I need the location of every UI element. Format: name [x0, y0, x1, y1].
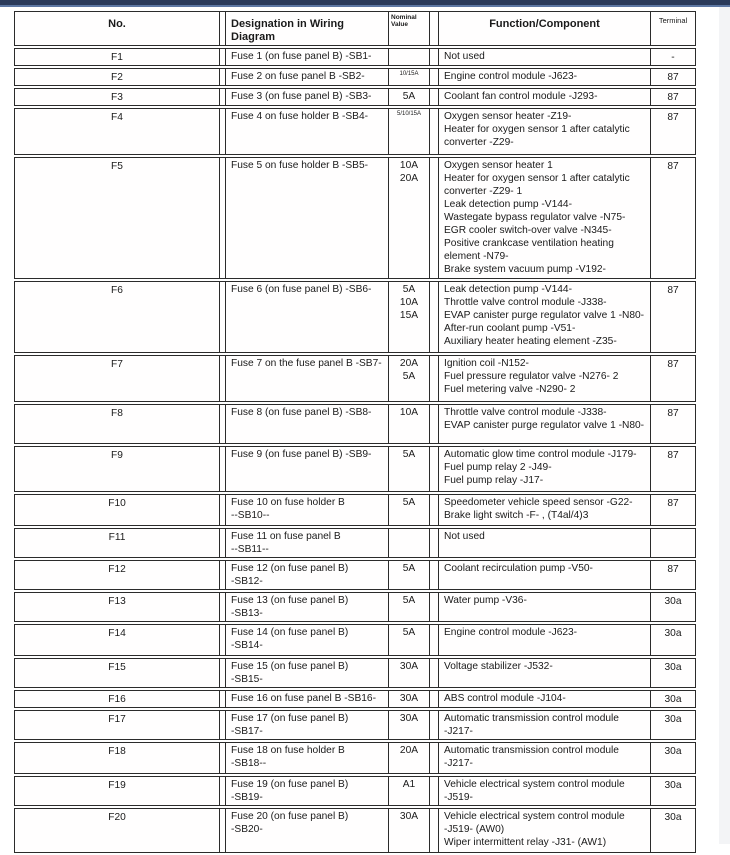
function-line: Throttle valve control module -J338- — [444, 297, 607, 308]
cell-designation — [225, 528, 388, 558]
cell-terminal: 87 — [650, 88, 696, 106]
function-line: -J519- — [444, 792, 473, 803]
function-line: Heater for oxygen sensor 1 after catalytic — [444, 173, 630, 184]
function-line: Coolant recirculation pump -V50- — [444, 563, 593, 574]
function-line: EGR cooler switch-over valve -N345- — [444, 225, 612, 236]
cell-terminal — [650, 528, 696, 558]
column-gap — [429, 108, 438, 155]
table-header-row — [14, 11, 696, 46]
cell-function-component — [438, 658, 650, 688]
cell-designation — [225, 68, 388, 86]
cell-fuse-number: F20 — [14, 808, 219, 853]
nominal-value-line: 5A — [402, 91, 416, 102]
cell-nominal-value — [388, 592, 429, 622]
cell-fuse-number: F12 — [14, 560, 219, 590]
table-row — [14, 355, 696, 402]
cell-terminal: 30a — [650, 808, 696, 853]
nominal-value-line: 10/15A — [399, 71, 419, 77]
cell-function-component — [438, 68, 650, 86]
nominal-value-line: 30A — [399, 661, 419, 672]
cell-nominal-value — [388, 281, 429, 353]
function-line: Heater for oxygen sensor 1 after catalytic — [444, 124, 630, 135]
cell-function-component — [438, 48, 650, 66]
column-header-designation: Designation in Wiring Diagram — [225, 11, 388, 46]
function-line: Oxygen sensor heater 1 — [444, 160, 553, 171]
table-row — [14, 624, 696, 656]
nominal-value-line: 5A — [402, 371, 416, 382]
column-gap — [429, 528, 438, 558]
column-gap — [429, 710, 438, 740]
function-line: Fuel pump relay 2 -J49- — [444, 462, 552, 473]
cell-designation — [225, 446, 388, 492]
cell-function-component — [438, 710, 650, 740]
designation-line: Fuse 7 on the fuse panel B -SB7- — [231, 358, 382, 369]
function-line: Fuel pump relay -J17- — [444, 475, 544, 486]
cell-fuse-number: F16 — [14, 690, 219, 708]
nominal-value-line: 5A — [402, 284, 416, 295]
cell-designation — [225, 658, 388, 688]
function-line: Not used — [444, 531, 485, 542]
table-row — [14, 68, 696, 86]
cell-function-component — [438, 404, 650, 444]
cell-designation — [225, 157, 388, 279]
function-line: Engine control module -J623- — [444, 71, 578, 82]
designation-line: -SB18-- — [231, 758, 267, 769]
cell-designation — [225, 742, 388, 774]
function-line: Oxygen sensor heater -Z19- — [444, 111, 572, 122]
cell-terminal: 87 — [650, 494, 696, 526]
designation-line: Fuse 14 (on fuse panel B) — [231, 627, 349, 638]
table-row — [14, 48, 696, 66]
column-gap — [429, 808, 438, 853]
cell-function-component — [438, 592, 650, 622]
function-line: Fuel metering valve -N290- 2 — [444, 384, 576, 395]
cell-nominal-value — [388, 776, 429, 806]
table-row — [14, 281, 696, 353]
cell-terminal: 30a — [650, 592, 696, 622]
nominal-value-line: 20A — [399, 745, 419, 756]
table-row — [14, 494, 696, 526]
designation-line: Fuse 19 (on fuse panel B) — [231, 779, 349, 790]
function-line: -J217- — [444, 726, 473, 737]
column-gap — [429, 776, 438, 806]
cell-designation — [225, 560, 388, 590]
table-row — [14, 658, 696, 688]
table-row — [14, 528, 696, 558]
cell-function-component — [438, 742, 650, 774]
cell-fuse-number: F9 — [14, 446, 219, 492]
designation-line: Fuse 4 on fuse holder B -SB4- — [231, 111, 369, 122]
cell-nominal-value — [388, 48, 429, 66]
cell-function-component — [438, 528, 650, 558]
cell-nominal-value — [388, 742, 429, 774]
designation-line: Fuse 11 on fuse panel B — [231, 531, 341, 542]
designation-line: Fuse 9 (on fuse panel B) -SB9- — [231, 449, 372, 460]
cell-terminal: 87 — [650, 68, 696, 86]
designation-line: Fuse 8 (on fuse panel B) -SB8- — [231, 407, 372, 418]
table-row — [14, 560, 696, 590]
cell-function-component — [438, 494, 650, 526]
designation-line: Fuse 6 (on fuse panel B) -SB6- — [231, 284, 372, 295]
function-line: Not used — [444, 51, 485, 62]
cell-terminal: 87 — [650, 281, 696, 353]
function-line: Leak detection pump -V144- — [444, 284, 572, 295]
cell-designation — [225, 281, 388, 353]
table-row — [14, 404, 696, 444]
column-header-nominal — [388, 11, 429, 46]
cell-fuse-number: F19 — [14, 776, 219, 806]
designation-line: Fuse 1 (on fuse panel B) -SB1- — [231, 51, 372, 62]
designation-line: Fuse 17 (on fuse panel B) — [231, 713, 349, 724]
page-scan-edge — [719, 7, 730, 844]
cell-fuse-number: F11 — [14, 528, 219, 558]
cell-nominal-value — [388, 710, 429, 740]
designation-line: Fuse 10 on fuse holder B — [231, 497, 345, 508]
function-line: Ignition coil -N152- — [444, 358, 529, 369]
column-gap — [429, 281, 438, 353]
function-line: Engine control module -J623- — [444, 627, 578, 638]
nominal-value-line: 30A — [399, 811, 419, 822]
function-line: Brake system vacuum pump -V192- — [444, 264, 606, 275]
cell-function-component — [438, 108, 650, 155]
table-row — [14, 88, 696, 106]
function-line: Automatic transmission control module — [444, 713, 619, 724]
designation-line: -SB15- — [231, 674, 263, 685]
table-row — [14, 446, 696, 492]
designation-line: -SB17- — [231, 726, 263, 737]
column-header-terminal: Terminal — [650, 11, 696, 46]
nominal-value-line: A1 — [402, 779, 416, 790]
column-header-function: Function/Component — [438, 11, 650, 46]
cell-nominal-value — [388, 808, 429, 853]
nominal-value-line: 5A — [402, 449, 416, 460]
function-line: ABS control module -J104- — [444, 693, 566, 704]
cell-fuse-number: F4 — [14, 108, 219, 155]
nominal-header-line: Nominal — [391, 14, 417, 21]
cell-designation — [225, 108, 388, 155]
table-row — [14, 157, 696, 279]
designation-line: Fuse 16 on fuse panel B -SB16- — [231, 693, 376, 704]
cell-terminal: 87 — [650, 404, 696, 444]
nominal-value-line: 5/10/15A — [396, 111, 422, 117]
column-gap — [429, 658, 438, 688]
function-line: Voltage stabilizer -J532- — [444, 661, 553, 672]
cell-fuse-number: F2 — [14, 68, 219, 86]
cell-fuse-number: F17 — [14, 710, 219, 740]
cell-terminal: 87 — [650, 446, 696, 492]
cell-fuse-number: F3 — [14, 88, 219, 106]
designation-line: Fuse 3 (on fuse panel B) -SB3- — [231, 91, 372, 102]
function-line: Automatic glow time control module -J179- — [444, 449, 637, 460]
cell-fuse-number: F15 — [14, 658, 219, 688]
function-line: -J519- (AW0) — [444, 824, 505, 835]
nominal-value-line: 20A — [399, 173, 419, 184]
table-row — [14, 742, 696, 774]
cell-function-component — [438, 446, 650, 492]
nominal-header-line: Value — [391, 21, 408, 28]
cell-fuse-number: F18 — [14, 742, 219, 774]
cell-terminal: 30a — [650, 710, 696, 740]
cell-nominal-value — [388, 355, 429, 402]
function-line: Coolant fan control module -J293- — [444, 91, 598, 102]
nominal-value-line: 30A — [399, 713, 419, 724]
function-line: Speedometer vehicle speed sensor -G22- — [444, 497, 633, 508]
designation-line: --SB10-- — [231, 510, 270, 521]
cell-designation — [225, 690, 388, 708]
column-gap — [429, 690, 438, 708]
function-line: Vehicle electrical system control module — [444, 779, 625, 790]
function-line: Vehicle electrical system control module — [444, 811, 625, 822]
function-line: -J217- — [444, 758, 473, 769]
cell-fuse-number: F5 — [14, 157, 219, 279]
function-line: converter -Z29- 1 — [444, 186, 523, 197]
cell-nominal-value — [388, 108, 429, 155]
cell-terminal: 87 — [650, 560, 696, 590]
designation-line: Fuse 20 (on fuse panel B) — [231, 811, 349, 822]
cell-designation — [225, 494, 388, 526]
nominal-value-line: 5A — [402, 497, 416, 508]
cell-fuse-number: F1 — [14, 48, 219, 66]
cell-nominal-value — [388, 560, 429, 590]
designation-line: Fuse 5 on fuse holder B -SB5- — [231, 160, 369, 171]
cell-fuse-number: F6 — [14, 281, 219, 353]
cell-function-component — [438, 808, 650, 853]
function-line: Throttle valve control module -J338- — [444, 407, 607, 418]
table-row — [14, 592, 696, 622]
nominal-value-line: 5A — [402, 563, 416, 574]
designation-line: -SB12- — [231, 576, 263, 587]
function-line: element -N79- — [444, 251, 509, 262]
nominal-value-line: 10A — [399, 160, 419, 171]
cell-nominal-value — [388, 88, 429, 106]
designation-line: Fuse 18 on fuse holder B — [231, 745, 345, 756]
table-row — [14, 808, 696, 853]
designation-line: Fuse 15 (on fuse panel B) — [231, 661, 349, 672]
designation-line: --SB11-- — [231, 544, 269, 555]
designation-line: -SB19- — [231, 792, 263, 803]
nominal-value-line: 30A — [399, 693, 419, 704]
table-row — [14, 710, 696, 740]
cell-fuse-number: F13 — [14, 592, 219, 622]
cell-function-component — [438, 157, 650, 279]
column-gap — [429, 592, 438, 622]
function-line: Auxiliary heater heating element -Z35- — [444, 336, 617, 347]
function-line: EVAP canister purge regulator valve 1 -N80- — [444, 310, 645, 321]
cell-terminal: 87 — [650, 157, 696, 279]
designation-line: -SB20- — [231, 824, 263, 835]
cell-nominal-value — [388, 157, 429, 279]
cell-terminal: 30a — [650, 742, 696, 774]
cell-terminal: 30a — [650, 776, 696, 806]
cell-function-component — [438, 776, 650, 806]
function-line: After-run coolant pump -V51- — [444, 323, 576, 334]
fuse-table-body — [14, 11, 696, 853]
cell-nominal-value — [388, 528, 429, 558]
column-gap — [429, 404, 438, 444]
cell-nominal-value — [388, 404, 429, 444]
cell-nominal-value — [388, 446, 429, 492]
column-gap — [429, 48, 438, 66]
cell-nominal-value — [388, 658, 429, 688]
designation-line: -SB13- — [231, 608, 263, 619]
nominal-value-line: 5A — [402, 595, 416, 606]
function-line: Leak detection pump -V144- — [444, 199, 572, 210]
cell-function-component — [438, 560, 650, 590]
column-gap — [429, 355, 438, 402]
cell-terminal: - — [650, 48, 696, 66]
cell-nominal-value — [388, 494, 429, 526]
function-line: Automatic transmission control module — [444, 745, 619, 756]
table-row — [14, 776, 696, 806]
cell-function-component — [438, 355, 650, 402]
nominal-value-line: 20A — [399, 358, 419, 369]
function-line: Water pump -V36- — [444, 595, 527, 606]
cell-fuse-number: F7 — [14, 355, 219, 402]
cell-terminal: 87 — [650, 108, 696, 155]
column-gap — [429, 68, 438, 86]
cell-terminal: 87 — [650, 355, 696, 402]
cell-designation — [225, 88, 388, 106]
cell-designation — [225, 808, 388, 853]
cell-designation — [225, 624, 388, 656]
table-row — [14, 690, 696, 708]
cell-designation — [225, 592, 388, 622]
cell-function-component — [438, 281, 650, 353]
fuse-assignment-table — [14, 9, 696, 855]
nominal-value-line: 5A — [402, 627, 416, 638]
function-line: Fuel pressure regulator valve -N276- 2 — [444, 371, 619, 382]
nominal-value-line: 10A — [399, 297, 419, 308]
cell-function-component — [438, 690, 650, 708]
column-gap — [429, 494, 438, 526]
cell-designation — [225, 355, 388, 402]
function-line: Brake light switch -F- , (T4al/4)3 — [444, 510, 589, 521]
nominal-value-line: 15A — [399, 310, 419, 321]
cell-nominal-value — [388, 624, 429, 656]
column-gap — [429, 624, 438, 656]
nominal-value-line: 10A — [399, 407, 419, 418]
designation-line: Fuse 12 (on fuse panel B) — [231, 563, 349, 574]
cell-fuse-number: F10 — [14, 494, 219, 526]
column-header-no: No. — [14, 11, 219, 46]
cell-terminal: 30a — [650, 690, 696, 708]
function-line: Wiper intermittent relay -J31- (AW1) — [444, 837, 607, 848]
cell-designation — [225, 776, 388, 806]
cell-function-component — [438, 88, 650, 106]
cell-fuse-number: F14 — [14, 624, 219, 656]
designation-line: -SB14- — [231, 640, 263, 651]
column-gap — [429, 11, 438, 46]
column-gap — [429, 560, 438, 590]
cell-fuse-number: F8 — [14, 404, 219, 444]
designation-line: Fuse 13 (on fuse panel B) — [231, 595, 349, 606]
column-gap — [429, 742, 438, 774]
function-line: Wastegate bypass regulator valve -N75- — [444, 212, 626, 223]
column-gap — [429, 88, 438, 106]
function-line: Positive crankcase ventilation heating — [444, 238, 614, 249]
cell-designation — [225, 710, 388, 740]
cell-terminal: 30a — [650, 658, 696, 688]
cell-nominal-value — [388, 68, 429, 86]
column-gap — [429, 446, 438, 492]
cell-terminal: 30a — [650, 624, 696, 656]
cell-designation — [225, 404, 388, 444]
function-line: converter -Z29- — [444, 137, 514, 148]
cell-designation — [225, 48, 388, 66]
designation-line: Fuse 2 on fuse panel B -SB2- — [231, 71, 365, 82]
table-row — [14, 108, 696, 155]
cell-nominal-value — [388, 690, 429, 708]
window-top-bar — [0, 0, 730, 7]
function-line: EVAP canister purge regulator valve 1 -N80- — [444, 420, 645, 431]
column-gap — [429, 157, 438, 279]
cell-function-component — [438, 624, 650, 656]
